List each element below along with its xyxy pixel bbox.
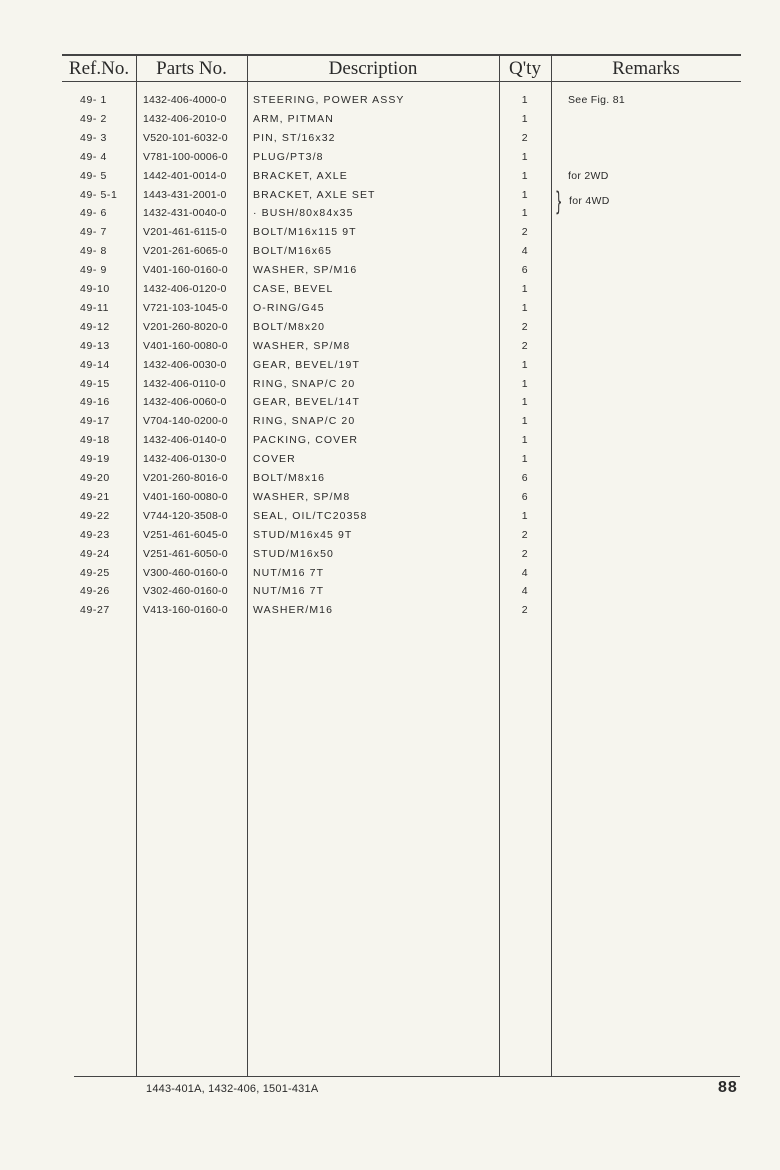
table-row bbox=[0, 186, 780, 205]
description-cell: BRACKET, AXLE bbox=[253, 169, 348, 182]
ref-no-cell: 49- 7 bbox=[80, 226, 107, 239]
qty-cell: 4 bbox=[521, 245, 529, 258]
part-no-cell: 1432-406-0130-0 bbox=[143, 453, 227, 466]
table-row bbox=[0, 545, 780, 564]
ref-no-cell: 49-17 bbox=[80, 415, 110, 428]
qty-cell: 2 bbox=[521, 339, 529, 352]
qty-cell: 1 bbox=[521, 358, 529, 371]
description-cell: WASHER, SP/M8 bbox=[253, 490, 351, 503]
brace-bracket: } bbox=[555, 187, 563, 217]
qty-cell: 6 bbox=[521, 490, 529, 503]
description-cell: GEAR, BEVEL/14T bbox=[253, 396, 360, 409]
table-bottom-rule bbox=[74, 1076, 740, 1077]
part-no-cell: 1443-431-2001-0 bbox=[143, 188, 227, 201]
ref-no-cell: 49-15 bbox=[80, 377, 110, 390]
brace-remark: for 4WD bbox=[569, 195, 610, 207]
qty-cell: 1 bbox=[521, 434, 529, 447]
ref-no-cell: 49-13 bbox=[80, 339, 110, 352]
description-cell: BOLT/M16x115 9T bbox=[253, 226, 357, 239]
header-bottom-rule bbox=[62, 81, 741, 82]
qty-cell: 1 bbox=[521, 169, 529, 182]
part-no-cell: V251-461-6045-0 bbox=[143, 528, 228, 541]
qty-cell: 1 bbox=[521, 283, 529, 295]
qty-cell: 2 bbox=[521, 226, 529, 239]
ref-no-cell: 49- 8 bbox=[80, 245, 107, 258]
table-row bbox=[0, 337, 780, 356]
description-cell: BOLT/M8x16 bbox=[253, 472, 326, 484]
ref-no-cell: 49-26 bbox=[80, 585, 110, 598]
qty-cell: 1 bbox=[521, 94, 529, 106]
part-no-cell: V251-461-6050-0 bbox=[143, 547, 228, 560]
table-row bbox=[0, 299, 780, 318]
ref-no-cell: 49-19 bbox=[80, 453, 110, 466]
header-remarks: Remarks bbox=[612, 58, 680, 79]
part-no-cell: 1442-401-0014-0 bbox=[143, 169, 227, 182]
part-no-cell: 1432-406-0060-0 bbox=[143, 396, 227, 409]
description-cell: COVER bbox=[253, 453, 296, 466]
description-cell: NUT/M16 7T bbox=[253, 566, 325, 579]
table-row bbox=[0, 450, 780, 469]
part-no-cell: 1432-406-2010-0 bbox=[143, 112, 227, 125]
description-cell: SEAL, OIL/TC20358 bbox=[253, 509, 368, 522]
part-no-cell: V781-100-0006-0 bbox=[143, 150, 228, 163]
page-number: 88 bbox=[718, 1079, 738, 1096]
header-qty: Q'ty bbox=[509, 58, 541, 79]
table-row bbox=[0, 412, 780, 431]
table-row bbox=[0, 223, 780, 242]
table-row bbox=[0, 393, 780, 412]
description-cell: BOLT/M8x20 bbox=[253, 320, 326, 333]
ref-no-cell: 49- 4 bbox=[80, 150, 107, 163]
qty-cell: 4 bbox=[521, 566, 529, 579]
part-no-cell: V201-261-6065-0 bbox=[143, 245, 228, 258]
qty-cell: 1 bbox=[521, 188, 529, 201]
description-cell: PLUG/PT3/8 bbox=[253, 150, 324, 163]
ref-no-cell: 49-11 bbox=[80, 301, 110, 314]
ref-no-cell: 49- 9 bbox=[80, 264, 107, 277]
description-cell: GEAR, BEVEL/19T bbox=[253, 358, 360, 371]
table-row bbox=[0, 375, 780, 394]
description-cell: O-RING/G45 bbox=[253, 301, 325, 314]
description-cell: PACKING, COVER bbox=[253, 434, 359, 447]
table-row bbox=[0, 148, 780, 167]
table-row bbox=[0, 91, 780, 110]
qty-cell: 1 bbox=[521, 509, 529, 522]
ref-no-cell: 49-14 bbox=[80, 358, 110, 371]
description-cell: RING, SNAP/C 20 bbox=[253, 415, 356, 428]
table-row bbox=[0, 431, 780, 450]
part-no-cell: V401-160-0160-0 bbox=[143, 264, 228, 277]
description-cell: NUT/M16 7T bbox=[253, 585, 325, 598]
table-row bbox=[0, 469, 780, 488]
description-cell: BRACKET, AXLE SET bbox=[253, 188, 376, 201]
ref-no-cell: 49- 3 bbox=[80, 131, 107, 144]
part-no-cell: V704-140-0200-0 bbox=[143, 415, 228, 428]
ref-no-cell: 49- 2 bbox=[80, 112, 107, 125]
ref-no-cell: 49-25 bbox=[80, 566, 110, 579]
ref-no-cell: 49-24 bbox=[80, 547, 110, 560]
header-ref-no: Ref.No. bbox=[68, 58, 130, 79]
table-row bbox=[0, 356, 780, 375]
part-no-cell: 1432-406-4000-0 bbox=[143, 94, 227, 106]
footer-model-list: 1443-401A, 1432-406, 1501-431A bbox=[146, 1083, 319, 1095]
qty-cell: 6 bbox=[521, 472, 529, 484]
part-no-cell: V401-160-0080-0 bbox=[143, 339, 228, 352]
header-parts-no: Parts No. bbox=[156, 58, 227, 79]
table-row bbox=[0, 204, 780, 223]
part-no-cell: V201-260-8020-0 bbox=[143, 320, 228, 333]
table-top-rule bbox=[62, 54, 741, 56]
part-no-cell: V201-461-6115-0 bbox=[143, 226, 227, 239]
table-row bbox=[0, 167, 780, 186]
qty-cell: 1 bbox=[521, 112, 529, 125]
header-description: Description bbox=[328, 58, 418, 79]
part-no-cell: V721-103-1045-0 bbox=[143, 301, 228, 314]
table-row bbox=[0, 564, 780, 583]
ref-no-cell: 49- 1 bbox=[80, 94, 107, 106]
ref-no-cell: 49- 6 bbox=[80, 207, 107, 220]
description-cell: WASHER/M16 bbox=[253, 604, 334, 617]
table-row bbox=[0, 601, 780, 620]
description-cell: RING, SNAP/C 20 bbox=[253, 377, 356, 390]
description-cell: WASHER, SP/M16 bbox=[253, 264, 358, 277]
part-no-cell: 1432-431-0040-0 bbox=[143, 207, 227, 220]
qty-cell: 1 bbox=[521, 377, 529, 390]
table-row bbox=[0, 488, 780, 507]
remarks-cell: See Fig. 81 bbox=[568, 94, 625, 106]
ref-no-cell: 49-12 bbox=[80, 320, 110, 333]
table-row bbox=[0, 526, 780, 545]
remarks-cell: for 2WD bbox=[568, 169, 609, 182]
part-no-cell: 1432-406-0140-0 bbox=[143, 434, 227, 447]
ref-no-cell: 49- 5-1 bbox=[80, 188, 118, 201]
part-no-cell: V401-160-0080-0 bbox=[143, 490, 228, 503]
table-row bbox=[0, 110, 780, 129]
table-row bbox=[0, 318, 780, 337]
table-row bbox=[0, 261, 780, 280]
part-no-cell: V302-460-0160-0 bbox=[143, 585, 228, 598]
part-no-cell: 1432-406-0120-0 bbox=[143, 283, 227, 295]
part-no-cell: V201-260-8016-0 bbox=[143, 472, 228, 484]
description-cell: STUD/M16x45 9T bbox=[253, 528, 353, 541]
ref-no-cell: 49-22 bbox=[80, 509, 110, 522]
table-row bbox=[0, 129, 780, 148]
description-cell: WASHER, SP/M8 bbox=[253, 339, 351, 352]
ref-no-cell: 49-21 bbox=[80, 490, 110, 503]
description-cell: BOLT/M16x65 bbox=[253, 245, 333, 258]
ref-no-cell: 49-10 bbox=[80, 283, 110, 295]
qty-cell: 2 bbox=[521, 131, 529, 144]
qty-cell: 2 bbox=[521, 604, 529, 617]
qty-cell: 1 bbox=[521, 301, 529, 314]
ref-no-cell: 49-23 bbox=[80, 528, 110, 541]
qty-cell: 1 bbox=[521, 207, 529, 220]
qty-cell: 6 bbox=[521, 264, 529, 277]
description-cell: CASE, BEVEL bbox=[253, 283, 334, 295]
table-row bbox=[0, 507, 780, 526]
part-no-cell: V413-160-0160-0 bbox=[143, 604, 228, 617]
ref-no-cell: 49-27 bbox=[80, 604, 110, 617]
qty-cell: 1 bbox=[521, 150, 529, 163]
qty-cell: 2 bbox=[521, 528, 529, 541]
table-row bbox=[0, 582, 780, 601]
description-cell: STUD/M16x50 bbox=[253, 547, 334, 560]
qty-cell: 2 bbox=[521, 320, 529, 333]
description-cell: STEERING, POWER ASSY bbox=[253, 94, 405, 106]
ref-no-cell: 49- 5 bbox=[80, 169, 107, 182]
qty-cell: 1 bbox=[521, 415, 529, 428]
ref-no-cell: 49-18 bbox=[80, 434, 110, 447]
qty-cell: 1 bbox=[521, 396, 529, 409]
qty-cell: 4 bbox=[521, 585, 529, 598]
table-row bbox=[0, 242, 780, 261]
ref-no-cell: 49-20 bbox=[80, 472, 110, 484]
description-cell: ARM, PITMAN bbox=[253, 112, 334, 125]
qty-cell: 1 bbox=[521, 453, 529, 466]
part-no-cell: V744-120-3508-0 bbox=[143, 509, 228, 522]
description-cell: · BUSH/80x84x35 bbox=[253, 207, 354, 220]
description-cell: PIN, ST/16x32 bbox=[253, 131, 336, 144]
table-row bbox=[0, 280, 780, 299]
qty-cell: 2 bbox=[521, 547, 529, 560]
part-no-cell: 1432-406-0030-0 bbox=[143, 358, 227, 371]
part-no-cell: 1432-406-0110-0 bbox=[143, 377, 226, 390]
part-no-cell: V300-460-0160-0 bbox=[143, 566, 228, 579]
ref-no-cell: 49-16 bbox=[80, 396, 110, 409]
part-no-cell: V520-101-6032-0 bbox=[143, 131, 228, 144]
